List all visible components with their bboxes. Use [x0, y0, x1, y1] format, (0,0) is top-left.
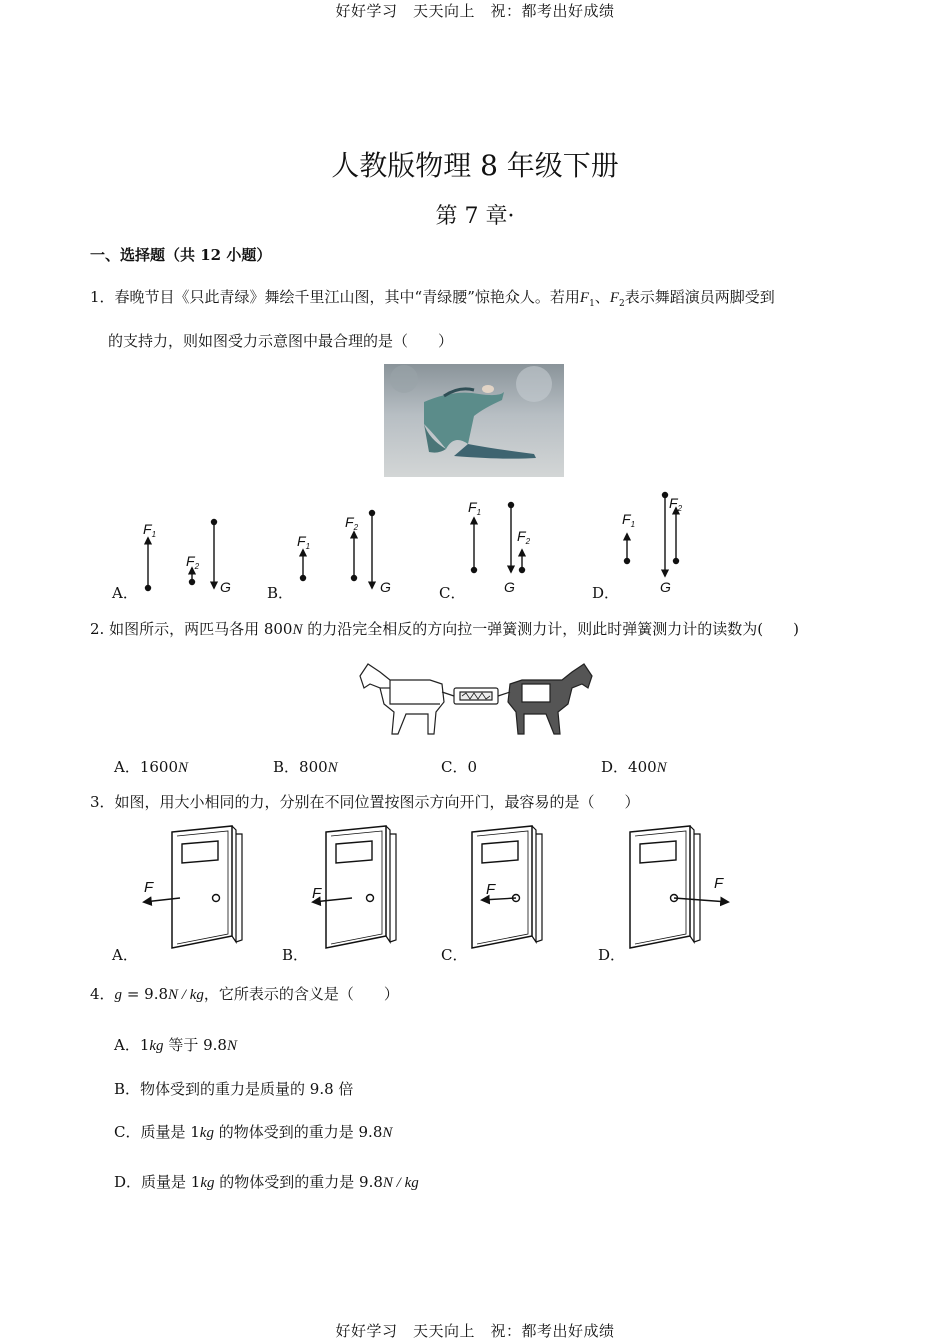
q2-option-a-label: A． [114, 758, 140, 776]
q3-option-b[interactable]: B． [282, 946, 309, 964]
q4-option-d-text-1: 质量是 1 [141, 1173, 201, 1191]
q4-option-c-unit-1: kg [199, 1125, 214, 1141]
q4-option-d-label: D． [114, 1173, 142, 1191]
q1-option-d[interactable]: D． [592, 584, 620, 602]
diagram-d-f2-label: $F_2$ [669, 495, 683, 513]
q1-option-c[interactable]: C． [439, 584, 466, 602]
section-heading: 一、选择题（共 12 小题） [90, 246, 272, 264]
page-header: 好好学习 天天向上 祝：都考出好成绩 [335, 2, 615, 20]
q2-text-b: 的力沿完全相反的方向拉一弹簧测力计，则此时弹簧测力计的读数为( ) [302, 620, 799, 638]
q4-option-c[interactable] [114, 1121, 392, 1142]
q1-option-a[interactable]: A． [112, 584, 138, 602]
q4-option-d-text-2: 的物体受到的重力是 9.8 [214, 1173, 383, 1191]
diagram-c-g-label: G [504, 579, 515, 595]
door-b-icon [326, 826, 396, 948]
page-footer: 好好学习 天天向上 祝：都考出好成绩 [335, 1322, 615, 1340]
q2-unit: N [292, 622, 303, 638]
q2-option-b-unit: N [327, 760, 338, 776]
diagram-a-f1-label: $F_1$ [143, 521, 157, 539]
q4-prefix: 4． [90, 985, 115, 1003]
diagram-a-g-label: G [220, 579, 231, 595]
page-subtitle: 第 7 章· [435, 204, 515, 229]
q1-f1-sub: 1 [589, 299, 595, 309]
diagram-a-f2-label: $F_2$ [186, 553, 200, 571]
door-a-force-label: F [144, 879, 154, 896]
q2-text-a: 2. 如图所示，两匹马各用 800 [90, 620, 293, 638]
q3-option-c[interactable]: C． [441, 946, 468, 964]
question-1-line-2: 的支持力，则如图受力示意图中最合理的是（ ） [108, 332, 454, 350]
question-4 [90, 983, 399, 1006]
q1-f2-sub: 2 [618, 299, 625, 309]
q4-option-a-unit-2: N [226, 1038, 237, 1054]
horses-spring-scale-picture [350, 654, 602, 740]
diagram-c-f2-label: $F_2$ [517, 528, 531, 546]
dancer-photo [384, 364, 564, 477]
q2-option-c-label: C． [441, 758, 468, 776]
q1-text-a: 1．春晚节目《只此青绿》舞绘千里江山图，其中“青绿腰”惊艳众人。若用 [90, 288, 580, 306]
page-title: 人教版物理 8 年级下册 [331, 149, 619, 182]
question-2 [90, 618, 890, 641]
question-3: 3．如图，用大小相同的力，分别在不同位置按图示方向开门，最容易的是（ ） [90, 793, 640, 811]
q4-option-a-text-2: 等于 9.8 [163, 1036, 227, 1054]
diagram-b-f1-label: $F_1$ [297, 533, 311, 551]
q4-option-d[interactable] [114, 1171, 419, 1192]
q4-option-c-label: C． [114, 1123, 141, 1141]
q1-option-b[interactable]: B． [267, 584, 294, 602]
q4-formula-unit: N / kg [168, 987, 204, 1003]
q4-option-b[interactable] [114, 1078, 353, 1099]
q4-option-c-text-1: 质量是 1 [140, 1123, 200, 1141]
q4-option-d-unit-2: N / kg [382, 1175, 419, 1191]
door-c-icon [472, 826, 542, 948]
diagram-c-f1-label: $F_1$ [468, 499, 482, 517]
door-d-force-label: F [714, 875, 724, 892]
q1-force-diagrams [110, 488, 750, 600]
diagram-b-f2-label: $F_2$ [345, 514, 359, 532]
diagram-d-g-label: G [660, 579, 671, 595]
q4-option-c-unit-2: N [382, 1125, 393, 1141]
door-b-force-label: F [312, 885, 322, 902]
q4-option-a-text-1: 1 [139, 1036, 150, 1054]
q4-formula-value: = 9.8 [122, 985, 169, 1003]
diagram-b-g-label: G [380, 579, 391, 595]
q2-option-d-unit: N [656, 760, 667, 776]
q4-suffix: ，它所表示的含义是（ ） [203, 985, 399, 1003]
q2-option-b[interactable] [273, 756, 338, 777]
q3-door-diagrams [120, 822, 750, 952]
q2-option-b-label: B． [273, 758, 300, 776]
door-c-force-label: F [486, 881, 496, 898]
door-d-icon [630, 826, 700, 948]
q1-f2-symbol: F [609, 290, 619, 306]
question-1-line-1 [90, 286, 890, 315]
q2-option-c-value: 0 [467, 758, 478, 776]
diagram-d-f1-label: $F_1$ [622, 511, 636, 529]
q4-option-b-text: 物体受到的重力是质量的 9.8 倍 [140, 1080, 354, 1098]
q4-option-d-unit-1: kg [200, 1175, 215, 1191]
q2-option-a-unit: N [178, 760, 189, 776]
q3-option-a[interactable]: A． [112, 946, 138, 964]
q1-f1-symbol: F [579, 290, 590, 306]
q2-option-b-value: 800 [299, 758, 328, 776]
q4-option-b-label: B． [114, 1080, 141, 1098]
q2-option-c[interactable] [441, 756, 477, 777]
q4-option-c-text-2: 的物体受到的重力是 9.8 [213, 1123, 383, 1141]
q2-option-d[interactable] [601, 756, 667, 777]
q1-text-b: 、 [594, 288, 610, 306]
q4-formula-g: g [114, 987, 123, 1003]
q2-option-a[interactable] [114, 756, 188, 777]
q2-option-a-value: 1600 [139, 758, 179, 776]
q2-option-d-value: 400 [628, 758, 657, 776]
q1-text-c: 表示舞蹈演员两脚受到 [624, 288, 775, 306]
q4-option-a-label: A． [114, 1036, 140, 1054]
q4-option-a-unit-1: kg [149, 1038, 164, 1054]
door-a-icon [172, 826, 242, 948]
q3-option-d[interactable]: D． [598, 946, 626, 964]
q2-option-d-label: D． [601, 758, 629, 776]
q4-option-a[interactable] [114, 1034, 237, 1055]
